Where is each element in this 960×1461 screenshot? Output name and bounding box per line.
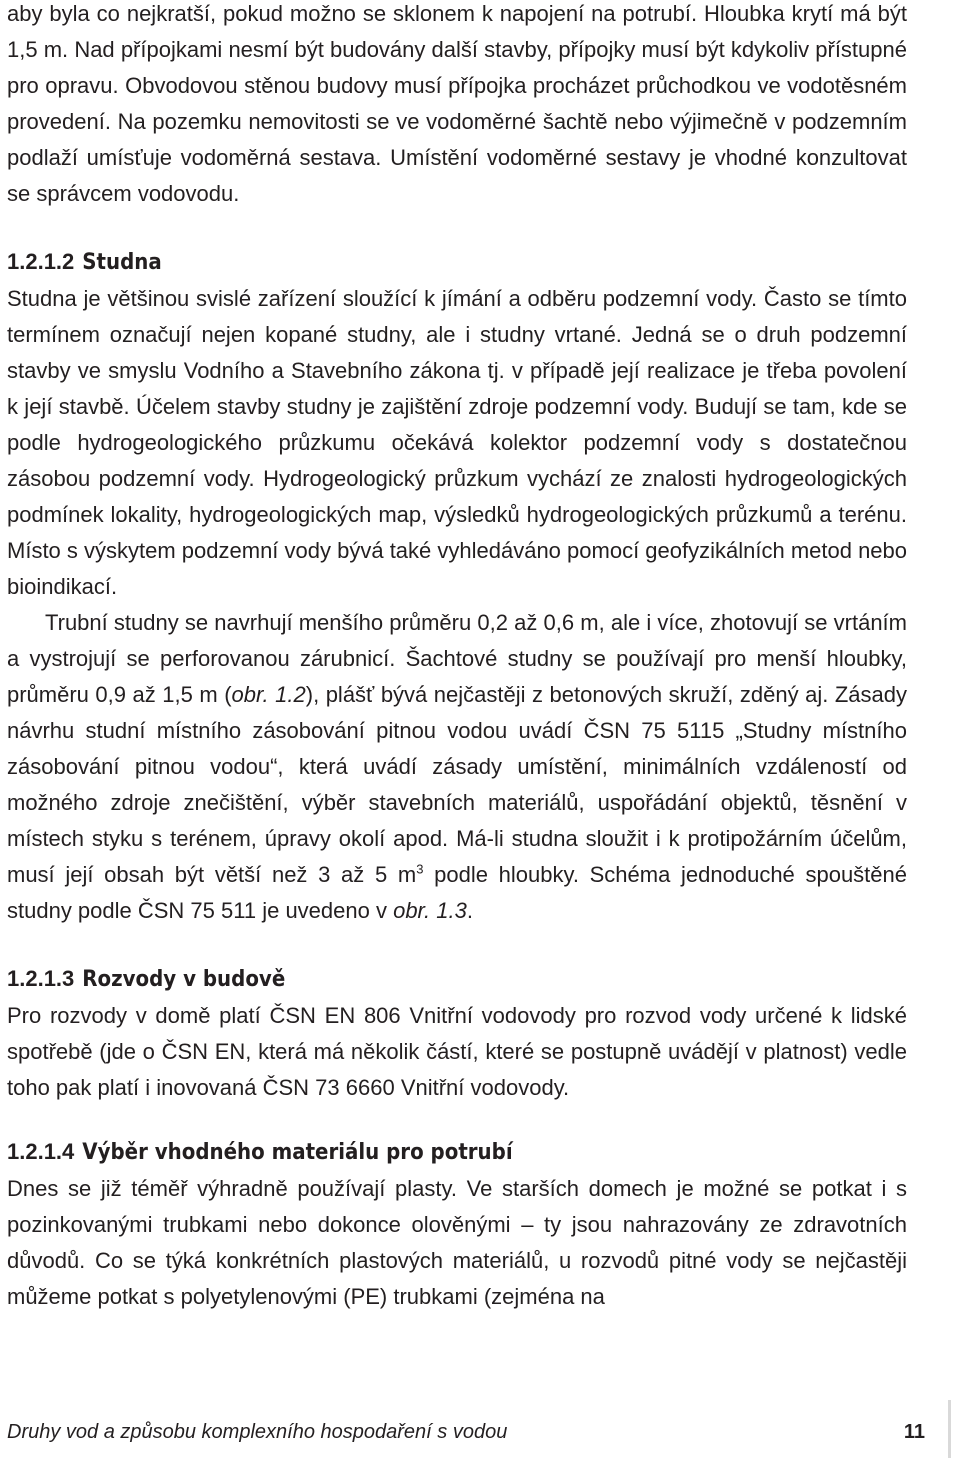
- paragraph-material: Dnes se již téměř výhradně používají plasty. Ve starších domech je možné se potkat i s pozinkovanými trubkami nebo dokonce olověnými – ty jsou nahrazovány ze zdravotních důvodů. Co se týká konkrétních plastových materiálů, u rozvodů pitné vody se nejčastěji můžeme potkat s polyetylenovými (PE) trubkami (zejména na: [7, 1176, 907, 1309]
- section-number: 1.2.1.4: [7, 1139, 75, 1164]
- section-number: 1.2.1.3: [7, 966, 75, 991]
- section-title: Výběr vhodného materiálu pro potrubí: [82, 1140, 513, 1165]
- page-content: [7, 0, 907, 1315]
- text-run: podle hloubky. Schéma jednoduché spouštěné studny podle ČSN 75 511 je uvedeno v: [7, 862, 907, 923]
- footer-book-title: Druhy vod a způsobu komplexního hospodaření s vodou: [7, 1421, 508, 1443]
- figure-reference: obr. 1.3: [393, 898, 467, 923]
- page-edge-mark: [948, 1400, 951, 1458]
- section-heading-material: [7, 1134, 907, 1171]
- spacer: [7, 1106, 907, 1134]
- text-run: .: [466, 898, 473, 923]
- spacer: [7, 929, 907, 961]
- section-heading-rozvody: [7, 961, 907, 998]
- paragraph-studna-2: [7, 605, 907, 929]
- text-run: ), plášť bývá nejčastěji z betonových skruží, zděný aj. Zásady návrhu studní místního zásobování pitnou vodou uvádí ČSN 75 5115 „Studny místního zásobování pitnou vodou“, která uvádí zásady umístění, minimálních vzdáleností od možného zdroje znečištění, výběr stavebních materiálů, uspořádání objektů, těsnění v místech styku s terénem, úpravy okolí apod. Má-li studna sloužit i k protipožárním účelům, musí její obsah být větší než 3 až 5 m: [7, 682, 907, 887]
- figure-reference: obr. 1.2: [231, 682, 306, 707]
- section-title: Studna: [82, 250, 162, 275]
- page-footer: [7, 1418, 925, 1446]
- superscript: 3: [416, 861, 424, 877]
- page-number: 11: [903, 1421, 925, 1443]
- text-run: Trubní studny se navrhují menšího průměru 0,2 až 0,6 m, ale i více, zhotovují se vrtáním a vystrojují se perforovanou zárubnicí. Šachtové studny se používají pro menší hloubky, průměru 0,9 až 1,5 m (: [7, 610, 907, 707]
- section-number: 1.2.1.2: [7, 249, 75, 274]
- paragraph-studna-1: Studna je většinou svislé zařízení sloužící k jímání a odběru podzemní vody. Často se tímto termínem označují nejen kopané studny, ale i studny vrtané. Jedná se o druh podzemní stavby ve smyslu Vodního a Stavebního zákona tj. v případě její realizace je třeba povolení k její stavbě. Účelem stavby studny je zajištění zdroje podzemní vody. Budují se tam, kde se podle hydrogeologického průzkumu očekává kolektor podzemní vody s dostatečnou zásobou podzemní vody. Hydrogeologický průzkum vychází ze znalosti hydrogeologických podmínek lokality, hydrogeologických map, výsledků hydrogeologických průzkumů a terénu. Místo s výskytem podzemní vody bývá také vyhledáváno pomocí geofyzikálních metod nebo bioindikací.: [7, 286, 908, 599]
- section-heading-studna: [7, 244, 907, 281]
- section-title: Rozvody v budově: [82, 967, 286, 992]
- paragraph-rozvody: Pro rozvody v domě platí ČSN EN 806 Vnitřní vodovody pro rozvod vody určené k lidské spotřebě (jde o ČSN EN, která má několik částí, které se postupně uvádějí v platnost) vedle toho pak platí i inovovaná ČSN 73 6660 Vnitřní vodovody.: [7, 1003, 907, 1100]
- paragraph-pripojka: aby byla co nejkratší, pokud možno se sklonem k napojení na potrubí. Hloubka krytí má být 1,5 m. Nad přípojkami nesmí být budovány další stavby, přípojky musí být kdykoliv přístupné pro opravu. Obvodovou stěnou budovy musí přípojka procházet průchodkou ve vodotěsném provedení. Na pozemku nemovitosti se ve vodoměrné šachtě nebo výjimečně v podzemním podlaží umísťuje vodoměrná sestava. Umístění vodoměrné sestavy je vhodné konzultovat se správcem vodovodu.: [7, 1, 907, 206]
- spacer: [7, 212, 907, 244]
